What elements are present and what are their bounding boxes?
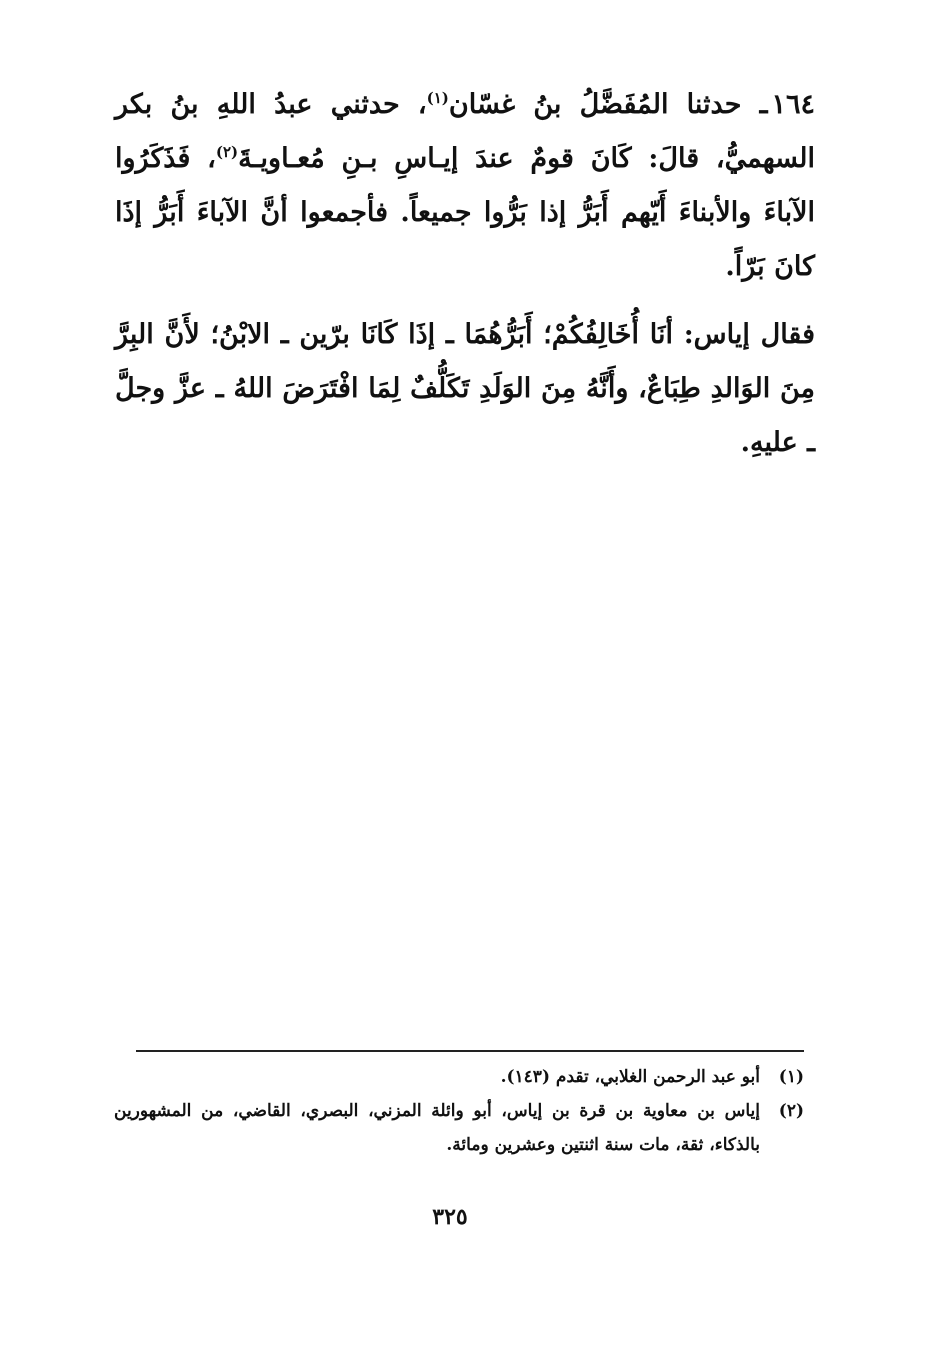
iyas-reply-paragraph: فقال إياس: أنَا أُخَالِفُكُمْ؛ أَبَرُّهُمَا ـ إذَا كَانَا برّين ـ الابْنُ؛ لأَنَّ البِرَّ مِنَ الوَالدِ طِبَاعٌ، وأَنَّهُ مِنَ الوَلَدِ تَكَلُّفٌ لِمَا افْتَرَضَ اللهُ ـ عزَّ وجلَّ ـ عليهِ. (115, 319, 815, 458)
page-number: ٣٢٥ (432, 1204, 468, 1230)
hadith-number: ١٦٤ (771, 89, 815, 120)
main-text (115, 78, 815, 470)
footnote-2 (114, 1094, 804, 1162)
footnote-ref-1[interactable]: (١) (426, 89, 449, 107)
footnote-1 (114, 1060, 804, 1094)
footnotes (114, 1060, 804, 1162)
hadith-text-part3: ، فَذَكَرُوا الآباءَ والأبناءَ أَيّهم أَبَرُّ إذا بَرُّوا جميعاً. فأجمعوا أنَّ الآباءَ أَبَرُّ إذَا كانَ بَرّاً. (115, 143, 815, 282)
hadith-text-part1: ـ حدثنا المُفَضَّلُ بنُ غسّان (448, 89, 768, 120)
footnote-divider (136, 1050, 804, 1052)
footnote-ref-2[interactable]: (٢) (215, 143, 239, 161)
footnote-text: إياس بن معاوية بن قرة بن إياس، أبو وائلة المزني، البصري، القاضي، من المشهورين بالذكاء، ثقة، مات سنة اثنتين وعشرين ومائة. (114, 1101, 760, 1155)
footnote-mark: (٢) (778, 1101, 804, 1121)
footnote-text: أبو عبد الرحمن الغلابي، تقدم (١٤٣). (500, 1067, 760, 1087)
hadith-text-part2: ، حدثني عبدُ اللهِ بنُ بكر السهميُّ، قالَ: كَانَ قومٌ عندَ إيـاسِ بـنِ مُعـاويـةَ (115, 89, 815, 174)
footnote-mark: (١) (778, 1067, 804, 1087)
hadith-paragraph (115, 78, 815, 294)
